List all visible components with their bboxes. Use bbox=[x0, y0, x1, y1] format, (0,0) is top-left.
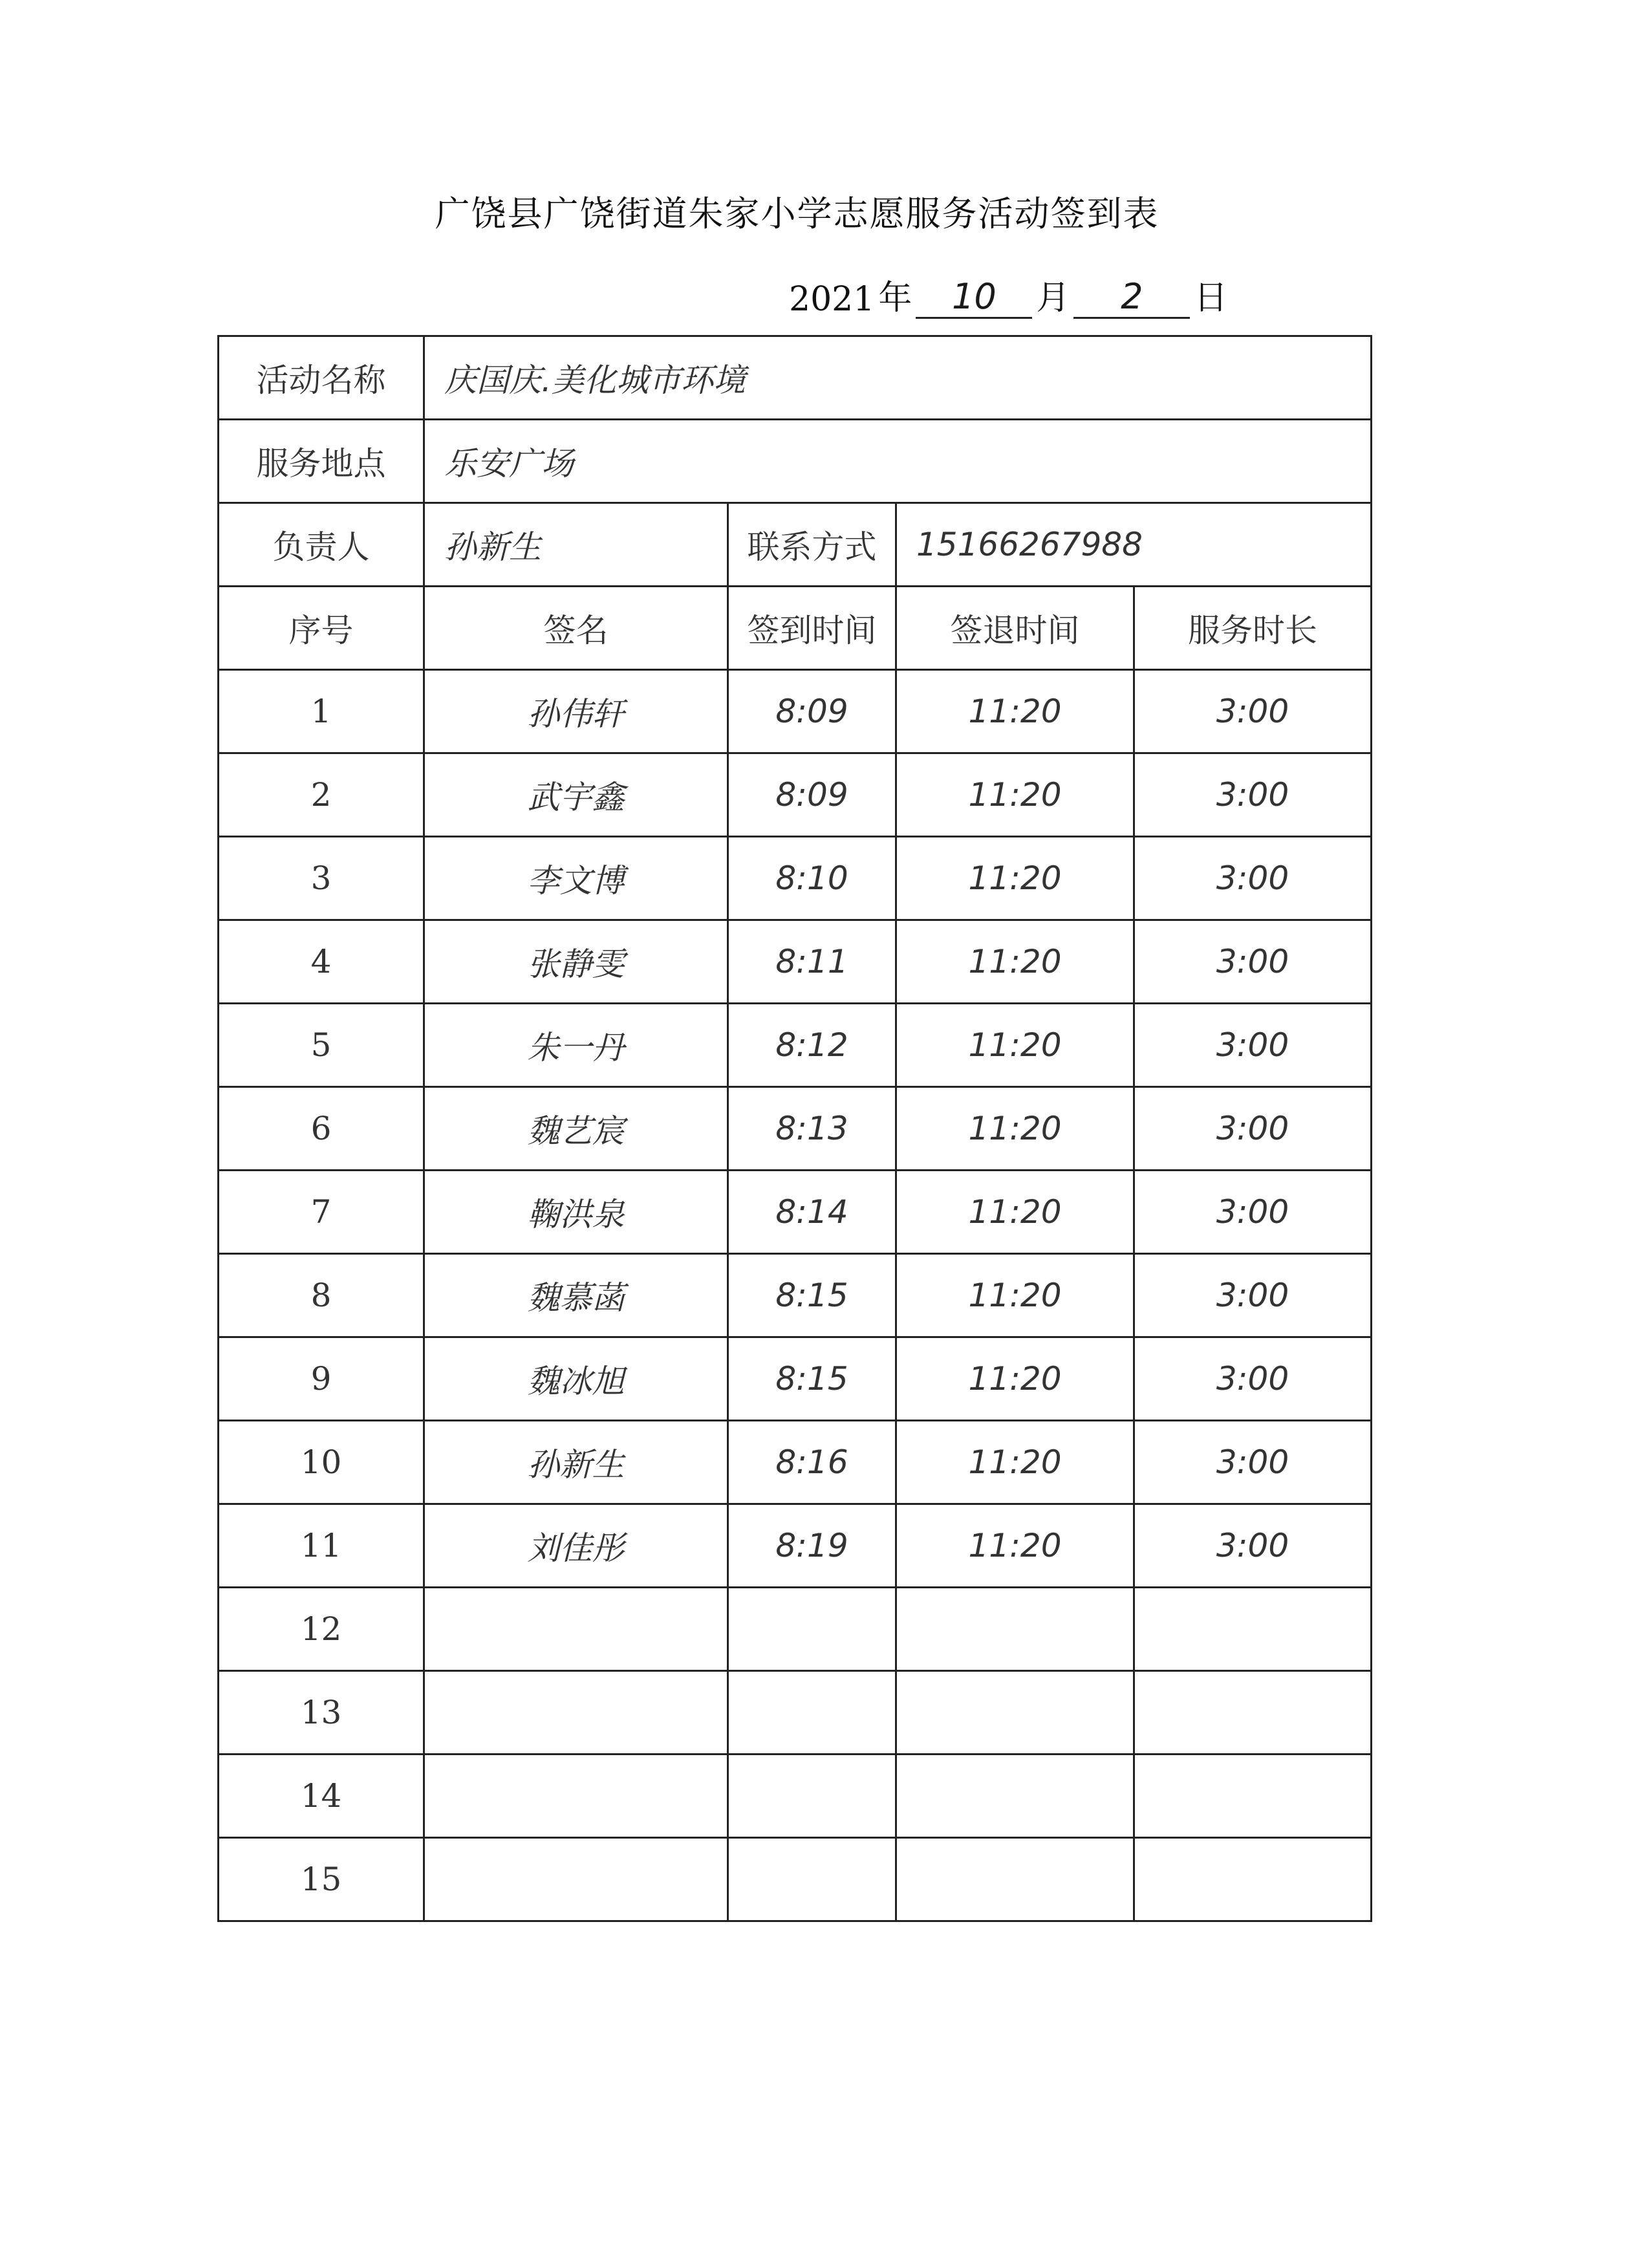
row-number: 6 bbox=[219, 1087, 424, 1171]
service-duration: 3:00 bbox=[1134, 837, 1372, 920]
service-duration: 3:00 bbox=[1134, 670, 1372, 753]
service-duration: 3:00 bbox=[1134, 1421, 1372, 1504]
sign-in-time: 8:13 bbox=[728, 1087, 896, 1171]
signature: 魏艺宸 bbox=[424, 1087, 728, 1171]
column-header-sign-out-time: 签退时间 bbox=[896, 587, 1134, 670]
sign-in-time: 8:09 bbox=[728, 753, 896, 837]
sign-out-time: 11:20 bbox=[896, 1171, 1134, 1254]
row-number: 8 bbox=[219, 1254, 424, 1337]
service-duration: 3:00 bbox=[1134, 1171, 1372, 1254]
table-row bbox=[219, 1087, 1372, 1171]
row-number: 1 bbox=[219, 670, 424, 753]
sign-out-time: 11:20 bbox=[896, 1254, 1134, 1337]
row-number: 2 bbox=[219, 753, 424, 837]
service-duration: 3:00 bbox=[1134, 1087, 1372, 1171]
date-year-unit: 年 bbox=[878, 279, 912, 318]
document-title: 广饶县广饶街道朱家小学志愿服务活动签到表 bbox=[435, 193, 1159, 234]
sign-in-time: 8:09 bbox=[728, 670, 896, 753]
activity-name-value: 庆国庆.美化城市环境 bbox=[424, 336, 1372, 420]
table-row bbox=[219, 1004, 1372, 1087]
signature bbox=[424, 1755, 728, 1838]
row-number: 11 bbox=[219, 1504, 424, 1588]
info-row-leader bbox=[219, 503, 1372, 587]
column-header-sign-in-time: 签到时间 bbox=[728, 587, 896, 670]
location-value: 乐安广场 bbox=[424, 420, 1372, 503]
service-duration: 3:00 bbox=[1134, 1504, 1372, 1588]
signature: 李文博 bbox=[424, 837, 728, 920]
date-day: 2 bbox=[1073, 277, 1190, 319]
sign-in-time: 8:16 bbox=[728, 1421, 896, 1504]
date-day-unit: 日 bbox=[1194, 279, 1228, 318]
row-number: 10 bbox=[219, 1421, 424, 1504]
row-number: 14 bbox=[219, 1755, 424, 1838]
table-row bbox=[219, 1171, 1372, 1254]
service-duration bbox=[1134, 1588, 1372, 1671]
row-number: 7 bbox=[219, 1171, 424, 1254]
contact-label: 联系方式 bbox=[728, 503, 896, 587]
service-duration bbox=[1134, 1755, 1372, 1838]
row-number: 15 bbox=[219, 1838, 424, 1921]
sign-in-time: 8:15 bbox=[728, 1337, 896, 1421]
date-year: 2021 bbox=[789, 280, 875, 319]
table-row bbox=[219, 1755, 1372, 1838]
signature: 武宇鑫 bbox=[424, 753, 728, 837]
signature: 魏慕菡 bbox=[424, 1254, 728, 1337]
signature: 刘佳彤 bbox=[424, 1504, 728, 1588]
sign-in-table bbox=[217, 335, 1372, 1922]
sign-in-time: 8:15 bbox=[728, 1254, 896, 1337]
sign-in-time: 8:14 bbox=[728, 1171, 896, 1254]
location-label: 服务地点 bbox=[219, 420, 424, 503]
contact-value: 15166267988 bbox=[896, 503, 1372, 587]
row-number: 9 bbox=[219, 1337, 424, 1421]
sign-out-time bbox=[896, 1755, 1134, 1838]
table-row bbox=[219, 1337, 1372, 1421]
column-header-signature: 签名 bbox=[424, 587, 728, 670]
table-row bbox=[219, 670, 1372, 753]
table-row bbox=[219, 837, 1372, 920]
sign-in-time: 8:10 bbox=[728, 837, 896, 920]
sign-out-time: 11:20 bbox=[896, 837, 1134, 920]
sign-out-time bbox=[896, 1838, 1134, 1921]
sign-out-time: 11:20 bbox=[896, 1421, 1134, 1504]
table-row bbox=[219, 1504, 1372, 1588]
row-number: 5 bbox=[219, 1004, 424, 1087]
date-month: 10 bbox=[916, 277, 1032, 319]
service-duration: 3:00 bbox=[1134, 753, 1372, 837]
info-row-location bbox=[219, 420, 1372, 503]
column-header-duration: 服务时长 bbox=[1134, 587, 1372, 670]
signature: 孙新生 bbox=[424, 1421, 728, 1504]
sign-out-time bbox=[896, 1671, 1134, 1755]
sign-out-time bbox=[896, 1588, 1134, 1671]
sign-out-time: 11:20 bbox=[896, 1087, 1134, 1171]
info-row-activity bbox=[219, 336, 1372, 420]
sign-in-time bbox=[728, 1755, 896, 1838]
row-number: 12 bbox=[219, 1588, 424, 1671]
signature: 孙伟轩 bbox=[424, 670, 728, 753]
sign-out-time: 11:20 bbox=[896, 1004, 1134, 1087]
row-number: 4 bbox=[219, 920, 424, 1004]
signature bbox=[424, 1838, 728, 1921]
signature: 张静雯 bbox=[424, 920, 728, 1004]
sign-in-time bbox=[728, 1838, 896, 1921]
service-duration: 3:00 bbox=[1134, 1004, 1372, 1087]
sign-in-time: 8:12 bbox=[728, 1004, 896, 1087]
signature bbox=[424, 1671, 728, 1755]
service-duration bbox=[1134, 1671, 1372, 1755]
sign-in-time bbox=[728, 1588, 896, 1671]
leader-label: 负责人 bbox=[219, 503, 424, 587]
service-duration bbox=[1134, 1838, 1372, 1921]
service-duration: 3:00 bbox=[1134, 1254, 1372, 1337]
row-number: 13 bbox=[219, 1671, 424, 1755]
signature: 朱一丹 bbox=[424, 1004, 728, 1087]
date-line bbox=[789, 270, 1231, 319]
table-row bbox=[219, 1588, 1372, 1671]
sign-in-time: 8:11 bbox=[728, 920, 896, 1004]
sign-out-time: 11:20 bbox=[896, 670, 1134, 753]
table-row bbox=[219, 1254, 1372, 1337]
leader-value: 孙新生 bbox=[424, 503, 728, 587]
column-header-no: 序号 bbox=[219, 587, 424, 670]
service-duration: 3:00 bbox=[1134, 920, 1372, 1004]
row-number: 3 bbox=[219, 837, 424, 920]
sign-out-time: 11:20 bbox=[896, 753, 1134, 837]
activity-name-label: 活动名称 bbox=[219, 336, 424, 420]
table-row bbox=[219, 1671, 1372, 1755]
service-duration: 3:00 bbox=[1134, 1337, 1372, 1421]
signature: 魏冰旭 bbox=[424, 1337, 728, 1421]
sign-out-time: 11:20 bbox=[896, 1504, 1134, 1588]
table-row bbox=[219, 920, 1372, 1004]
sign-in-time: 8:19 bbox=[728, 1504, 896, 1588]
column-header-row bbox=[219, 587, 1372, 670]
sign-out-time: 11:20 bbox=[896, 920, 1134, 1004]
sign-out-time: 11:20 bbox=[896, 1337, 1134, 1421]
table-row bbox=[219, 753, 1372, 837]
signature bbox=[424, 1588, 728, 1671]
sign-in-time bbox=[728, 1671, 896, 1755]
signature: 鞠洪泉 bbox=[424, 1171, 728, 1254]
date-month-unit: 月 bbox=[1036, 279, 1070, 318]
table-row bbox=[219, 1421, 1372, 1504]
table-row bbox=[219, 1838, 1372, 1921]
